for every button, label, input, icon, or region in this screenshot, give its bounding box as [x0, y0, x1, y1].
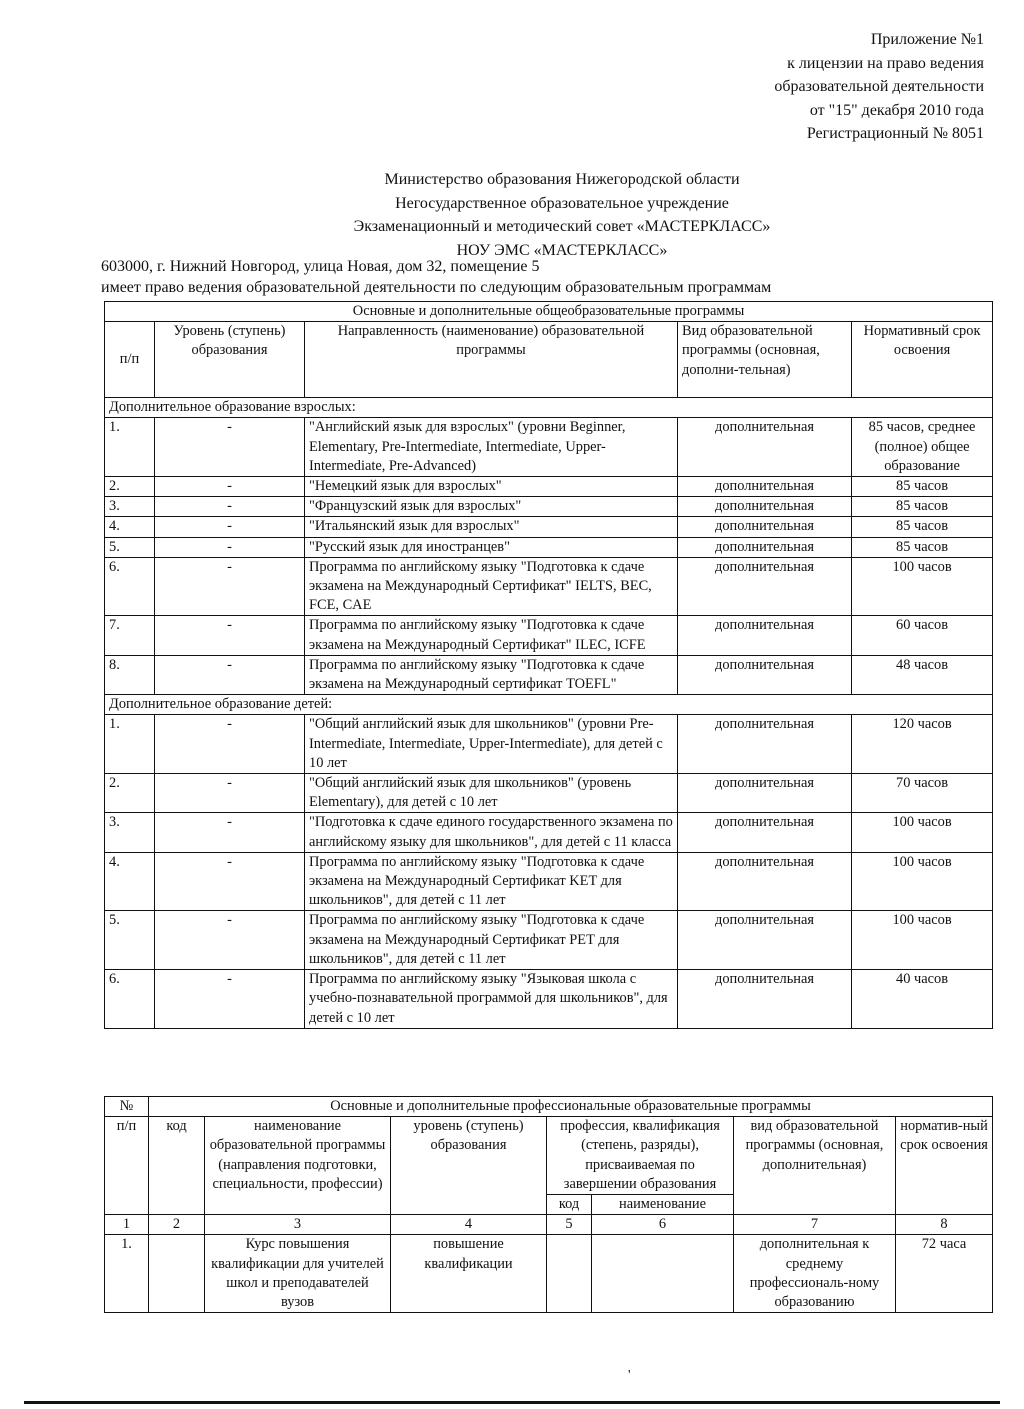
table-row: [105, 1235, 993, 1313]
prof-row-type: дополнительная к среднему профессиональ-ному образованию: [734, 1235, 896, 1313]
column-number: 6: [592, 1215, 734, 1235]
program-type: дополнительная: [678, 774, 852, 813]
program-term: 85 часов: [852, 537, 993, 557]
program-name: Программа по английскому языку "Подготовка к сдаче экзамена на Международный Сертификат" ILEC, ICFE: [305, 616, 678, 655]
program-type: дополнительная: [678, 813, 852, 852]
program-name: "Французский язык для взрослых": [305, 497, 678, 517]
column-number: 1: [105, 1215, 149, 1235]
address: 603000, г. Нижний Новгород, улица Новая, дом 32, помещение 5: [101, 258, 540, 275]
program-term: 85 часов, среднее (полное) общее образование: [852, 418, 993, 477]
program-num: 5.: [105, 911, 155, 970]
program-type: дополнительная: [678, 616, 852, 655]
scan-mark: ': [628, 1368, 631, 1383]
program-level: -: [155, 852, 305, 911]
program-name: Программа по английскому языку "Подготовка к сдаче экзамена на Международный Сертификат PET для школьников", для детей с 11 лет: [305, 911, 678, 970]
program-term: 70 часов: [852, 774, 993, 813]
program-level: -: [155, 911, 305, 970]
program-num: 6.: [105, 970, 155, 1029]
program-name: "Итальянский язык для взрослых": [305, 517, 678, 537]
column-number: 5: [547, 1215, 592, 1235]
program-name: "Русский язык для иностранцев": [305, 537, 678, 557]
prof-header-row: [105, 1117, 993, 1195]
prof-row-code: [149, 1235, 205, 1313]
prof-column-numbers-row: [105, 1215, 993, 1235]
table-title-row: [105, 302, 993, 322]
prof-num-header-bottom: п/п: [105, 1117, 149, 1215]
program-level: -: [155, 655, 305, 694]
appendix-line: образовательной деятельности: [774, 78, 984, 95]
program-term: 100 часов: [852, 813, 993, 852]
table-header-row: [105, 322, 993, 398]
program-term: 100 часов: [852, 852, 993, 911]
program-type: дополнительная: [678, 970, 852, 1029]
program-type: дополнительная: [678, 655, 852, 694]
prof-subheader-name: наименование: [592, 1195, 734, 1215]
program-level: -: [155, 517, 305, 537]
prof-title-row: [105, 1097, 993, 1117]
program-level: -: [155, 537, 305, 557]
column-number: 8: [896, 1215, 993, 1235]
section-row: [105, 398, 993, 418]
program-name: "Подготовка к сдаче единого государственного экзамена по английскому языку для школьников", для детей с 11 класса: [305, 813, 678, 852]
table-row: [105, 418, 993, 477]
prof-header-profession: профессия, квалификация (степень, разряды), присваиваемая по завершении образования: [547, 1117, 734, 1195]
children-section-label: Дополнительное образование детей:: [105, 695, 993, 715]
program-term: 100 часов: [852, 557, 993, 616]
prof-header-type: вид образовательной программы (основная, дополнительная): [734, 1117, 896, 1215]
prof-row-level: повышение квалификации: [391, 1235, 547, 1313]
program-type: дополнительная: [678, 477, 852, 497]
program-level: -: [155, 813, 305, 852]
program-level: -: [155, 477, 305, 497]
institution-short-name: НОУ ЭМС «МАСТЕРКЛАСС»: [456, 241, 668, 259]
prof-header-term: норматив-ный срок освоения: [896, 1117, 993, 1215]
rights-statement: имеет право ведения образовательной деятельности по следующим образовательным программам: [101, 279, 772, 296]
appendix-line: Приложение №1: [870, 31, 984, 48]
institution-name: Экзаменационный и методический совет «МАСТЕРКЛАСС»: [353, 218, 771, 235]
table-row: [105, 813, 993, 852]
program-num: 8.: [105, 655, 155, 694]
table-row: [105, 970, 993, 1029]
prof-row-name: Курс повышения квалификации для учителей школ и преподавателей вузов: [205, 1235, 391, 1313]
column-number: 2: [149, 1215, 205, 1235]
table-row: [105, 616, 993, 655]
program-level: -: [155, 616, 305, 655]
program-name: "Английский язык для взрослых" (уровни Beginner, Elementary, Pre-Intermediate, Intermediate, Upper-Intermediate, Pre-Advanced): [305, 418, 678, 477]
program-num: 3.: [105, 497, 155, 517]
table-row: [105, 715, 993, 774]
program-name: Программа по английскому языку "Языковая школа с учебно-познавательной программой для школьников", для детей с 10 лет: [305, 970, 678, 1029]
program-level: -: [155, 970, 305, 1029]
program-num: 1.: [105, 418, 155, 477]
program-name: Программа по английскому языку "Подготовка к сдаче экзамена на Международный Сертификат" IELTS, BEC, FCE, CAE: [305, 557, 678, 616]
appendix-line: Регистрационный № 8051: [806, 125, 984, 142]
program-type: дополнительная: [678, 497, 852, 517]
program-term: 48 часов: [852, 655, 993, 694]
program-num: 3.: [105, 813, 155, 852]
program-num: 5.: [105, 537, 155, 557]
section-row: [105, 695, 993, 715]
scan-edge-line: [24, 1401, 1000, 1404]
column-number: 3: [205, 1215, 391, 1235]
table-row: [105, 557, 993, 616]
program-term: 100 часов: [852, 911, 993, 970]
program-type: дополнительная: [678, 517, 852, 537]
organization-block: [0, 168, 1024, 262]
table-row: [105, 911, 993, 970]
prof-subheader-code: код: [547, 1195, 592, 1215]
prof-row-num: 1.: [105, 1235, 149, 1313]
column-number: 7: [734, 1215, 896, 1235]
prof-row-term: 72 часа: [896, 1235, 993, 1313]
program-level: -: [155, 774, 305, 813]
program-name: Программа по английскому языку "Подготовка к сдаче экзамена на Международный сертификат TOEFL": [305, 655, 678, 694]
adult-section-label: Дополнительное образование взрослых:: [105, 398, 993, 418]
program-term: 85 часов: [852, 517, 993, 537]
program-num: 2.: [105, 477, 155, 497]
program-num: 6.: [105, 557, 155, 616]
program-term: 85 часов: [852, 497, 993, 517]
prof-header-level: уровень (ступень) образования: [391, 1117, 547, 1215]
program-level: -: [155, 557, 305, 616]
prof-num-header-top: №: [105, 1097, 149, 1117]
institution-type: Негосударственное образовательное учреждение: [395, 194, 729, 212]
program-type: дополнительная: [678, 911, 852, 970]
program-num: 2.: [105, 774, 155, 813]
program-level: -: [155, 715, 305, 774]
prof-row-prof-code: [547, 1235, 592, 1313]
program-type: дополнительная: [678, 852, 852, 911]
general-programs-table: [104, 301, 993, 1029]
prof-table-title: Основные и дополнительные профессиональные образовательные программы: [149, 1097, 993, 1117]
program-term: 40 часов: [852, 970, 993, 1029]
table-row: [105, 477, 993, 497]
table-row: [105, 655, 993, 694]
program-level: -: [155, 418, 305, 477]
program-type: дополнительная: [678, 537, 852, 557]
table-row: [105, 774, 993, 813]
appendix-block: [774, 28, 984, 146]
prof-header-name: наименование образовательной программы (направления подготовки, специальности, профессии): [205, 1117, 391, 1215]
professional-programs-table: [104, 1096, 993, 1313]
appendix-line: к лицензии на право ведения: [787, 54, 984, 72]
program-term: 60 часов: [852, 616, 993, 655]
program-num: 1.: [105, 715, 155, 774]
appendix-line: от "15" декабря 2010 года: [809, 101, 984, 119]
column-number: 4: [391, 1215, 547, 1235]
program-term: 85 часов: [852, 477, 993, 497]
program-type: дополнительная: [678, 557, 852, 616]
table-row: [105, 852, 993, 911]
table-row: [105, 517, 993, 537]
program-type: дополнительная: [678, 715, 852, 774]
header-level: Уровень (ступень) образования: [155, 322, 305, 398]
program-type: дополнительная: [678, 418, 852, 477]
program-level: -: [155, 497, 305, 517]
program-name: "Немецкий язык для взрослых": [305, 477, 678, 497]
program-num: 4.: [105, 852, 155, 911]
table-row: [105, 497, 993, 517]
program-term: 120 часов: [852, 715, 993, 774]
prof-row-prof-name: [592, 1235, 734, 1313]
ministry-name: Министерство образования Нижегородской области: [384, 171, 740, 188]
program-num: 4.: [105, 517, 155, 537]
header-name: Направленность (наименование) образовательной программы: [305, 322, 678, 398]
header-term: Нормативный срок освоения: [852, 322, 993, 398]
header-type: Вид образовательной программы (основная, дополни-тельная): [678, 322, 852, 398]
header-num: п/п: [105, 322, 155, 398]
program-name: "Общий английский язык для школьников" (уровни Pre-Intermediate, Intermediate, Upper-Intermediate), для детей с 10 лет: [305, 715, 678, 774]
program-name: Программа по английскому языку "Подготовка к сдаче экзамена на Международный Сертификат KET для школьников", для детей с 11 лет: [305, 852, 678, 911]
program-name: "Общий английский язык для школьников" (уровень Elementary), для детей с 10 лет: [305, 774, 678, 813]
table-row: [105, 537, 993, 557]
prof-header-code: код: [149, 1117, 205, 1215]
program-num: 7.: [105, 616, 155, 655]
general-table-title: Основные и дополнительные общеобразовательные программы: [105, 302, 993, 322]
